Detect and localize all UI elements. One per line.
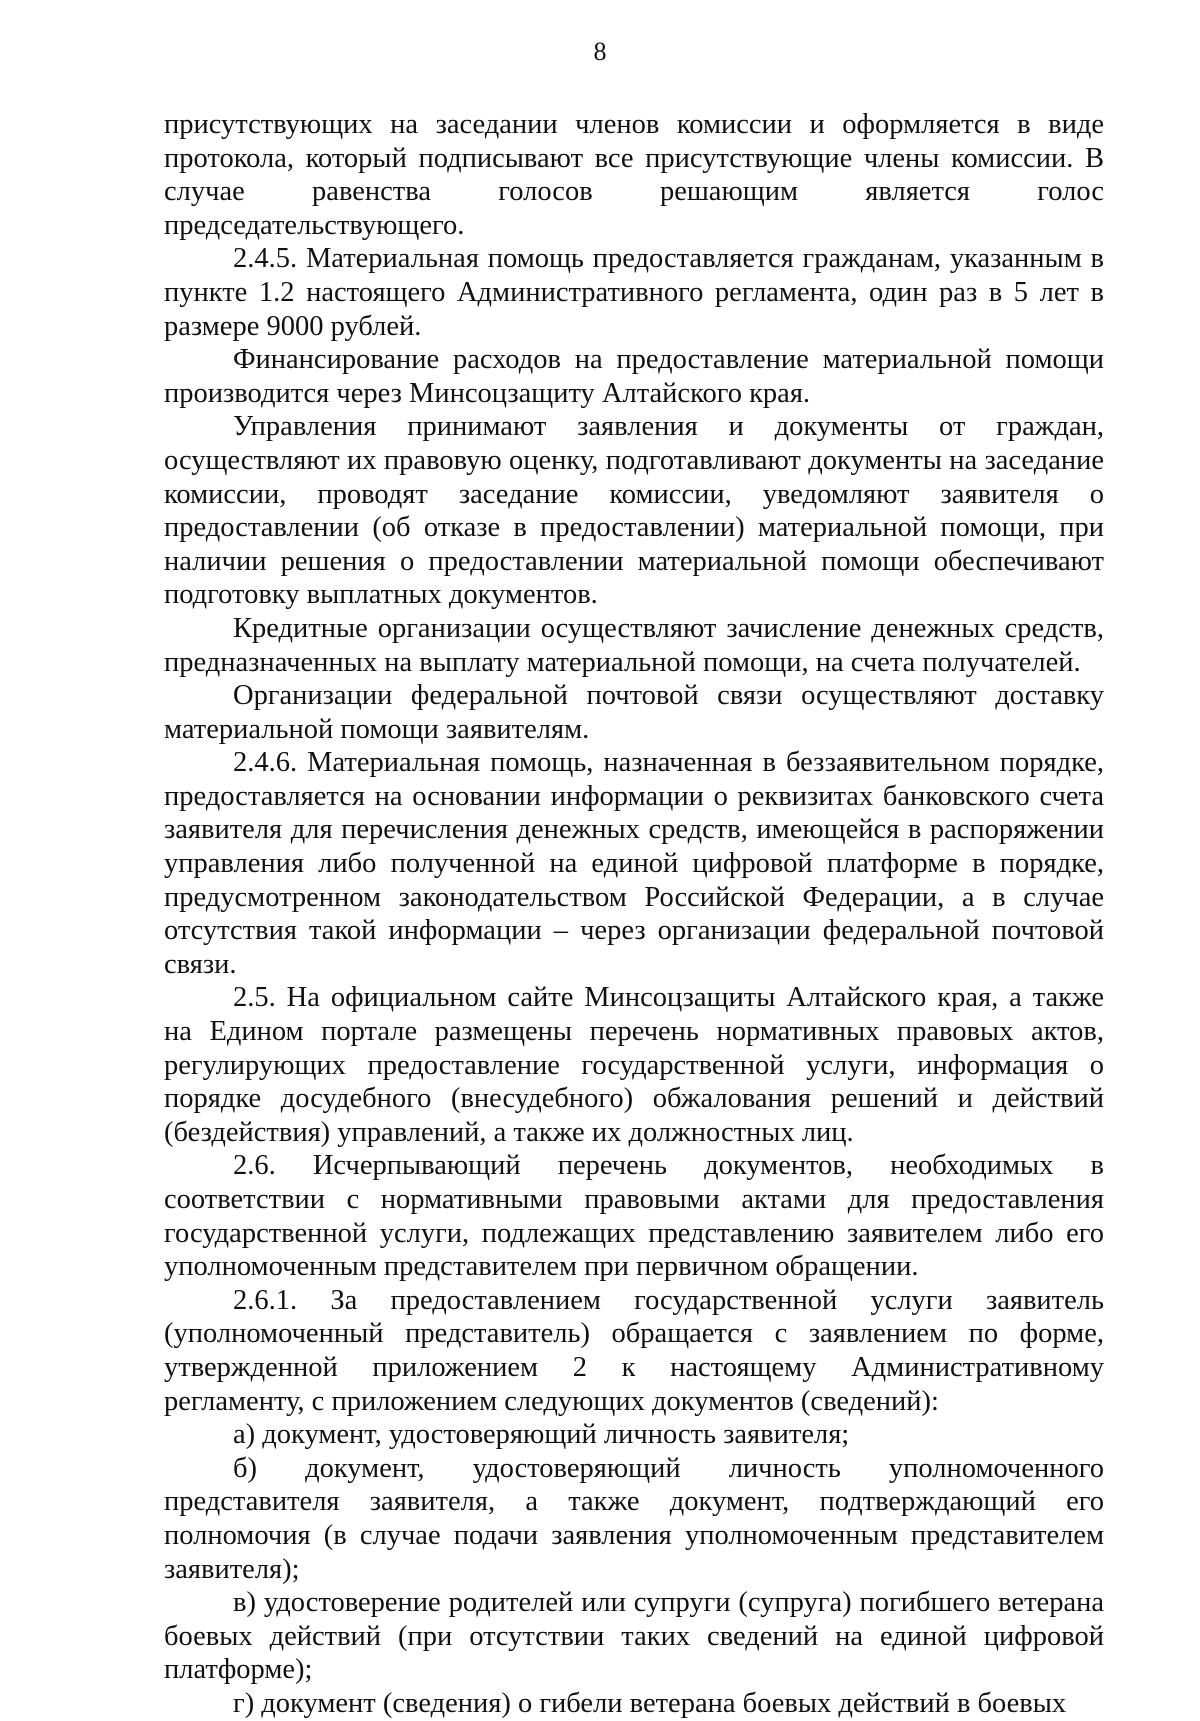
document-body — [164, 108, 1104, 1721]
paragraph-continuation: присутствующих на заседании членов комиссии и оформляется в виде протокола, который подписывают все присутствующие члены комиссии. В случае равенства голосов решающим является голос председательствующего. — [164, 109, 1104, 241]
list-item-a: а) документ, удостоверяющий личность заявителя; — [233, 1419, 850, 1451]
paragraph-2-4-5: 2.4.5. Материальная помощь предоставляется гражданам, указанным в пункте 1.2 настоящего Административного регламента, один раз в 5 лет в размере 9000 рублей. — [164, 243, 1104, 342]
paragraph-2-6: 2.6. Исчерпывающий перечень документов, необходимых в соответствии с нормативными правовыми актами для предоставления государственной услуги, подлежащих представлению заявителем либо его уполномоченным представителем при первичном обращении. — [164, 1150, 1104, 1283]
paragraph-2-4-6: 2.4.6. Материальная помощь, назначенная в беззаявительном порядке, предоставляется на основании информации о реквизитах банковского счета заявителя для перечисления денежных средств, имеющейся в распоряжении управления либо полученной на единой цифровой платформе в порядке, предусмотренном законодательством Российской Федерации, а в случае отсутствия такой информации – через организации федеральной почтовой связи. — [164, 747, 1104, 980]
paragraph-postal-organizations: Организации федеральной почтовой связи осуществляют доставку материальной помощи заявителям. — [164, 680, 1104, 745]
page-number: 8 — [593, 37, 607, 66]
paragraph-2-5: 2.5. На официальном сайте Минсоцзащиты Алтайского края, а также на Едином портале размещены перечень нормативных правовых актов, регулирующих предоставление государственной услуги, информация о порядке досудебного (внесудебного) обжалования решений и действий (бездействия) управлений, а также их должностных лиц. — [164, 982, 1104, 1148]
list-item-g: г) документ (сведения) о гибели ветерана боевых действий в боевых — [233, 1687, 1067, 1719]
paragraph-administrations: Управления принимают заявления и документы от граждан, осуществляют их правовую оценку, подготавливают документы на заседание комиссии, проводят заседание комиссии, уведомляют заявителя о предоставлении (об отказе в предоставлении) материальной помощи, при наличии решения о предоставлении материальной помощи обеспечивают подготовку выплатных документов. — [164, 411, 1104, 611]
paragraph-2-6-1: 2.6.1. За предоставлением государственной услуги заявитель (уполномоченный представитель) обращается с заявлением по форме, утвержденной приложением 2 к настоящему Административному регламенту, с приложением следующих документов (сведений): — [164, 1284, 1104, 1417]
paragraph-financing: Финансирование расходов на предоставление материальной помощи производится через Минсоцзащиту Алтайского края. — [164, 344, 1104, 409]
list-item-b: б) документ, удостоверяющий личность уполномоченного представителя заявителя, а также документ, подтверждающий его полномочия (в случае подачи заявления уполномоченным представителем заявителя); — [164, 1452, 1104, 1585]
paragraph-credit-organizations: Кредитные организации осуществляют зачисление денежных средств, предназначенных на выплату материальной помощи, на счета получателей. — [164, 612, 1104, 678]
list-item-v: в) удостоверение родителей или супруги (супруга) погибшего ветерана боевых действий (при отсутствии таких сведений на единой цифровой платформе); — [164, 1587, 1104, 1686]
